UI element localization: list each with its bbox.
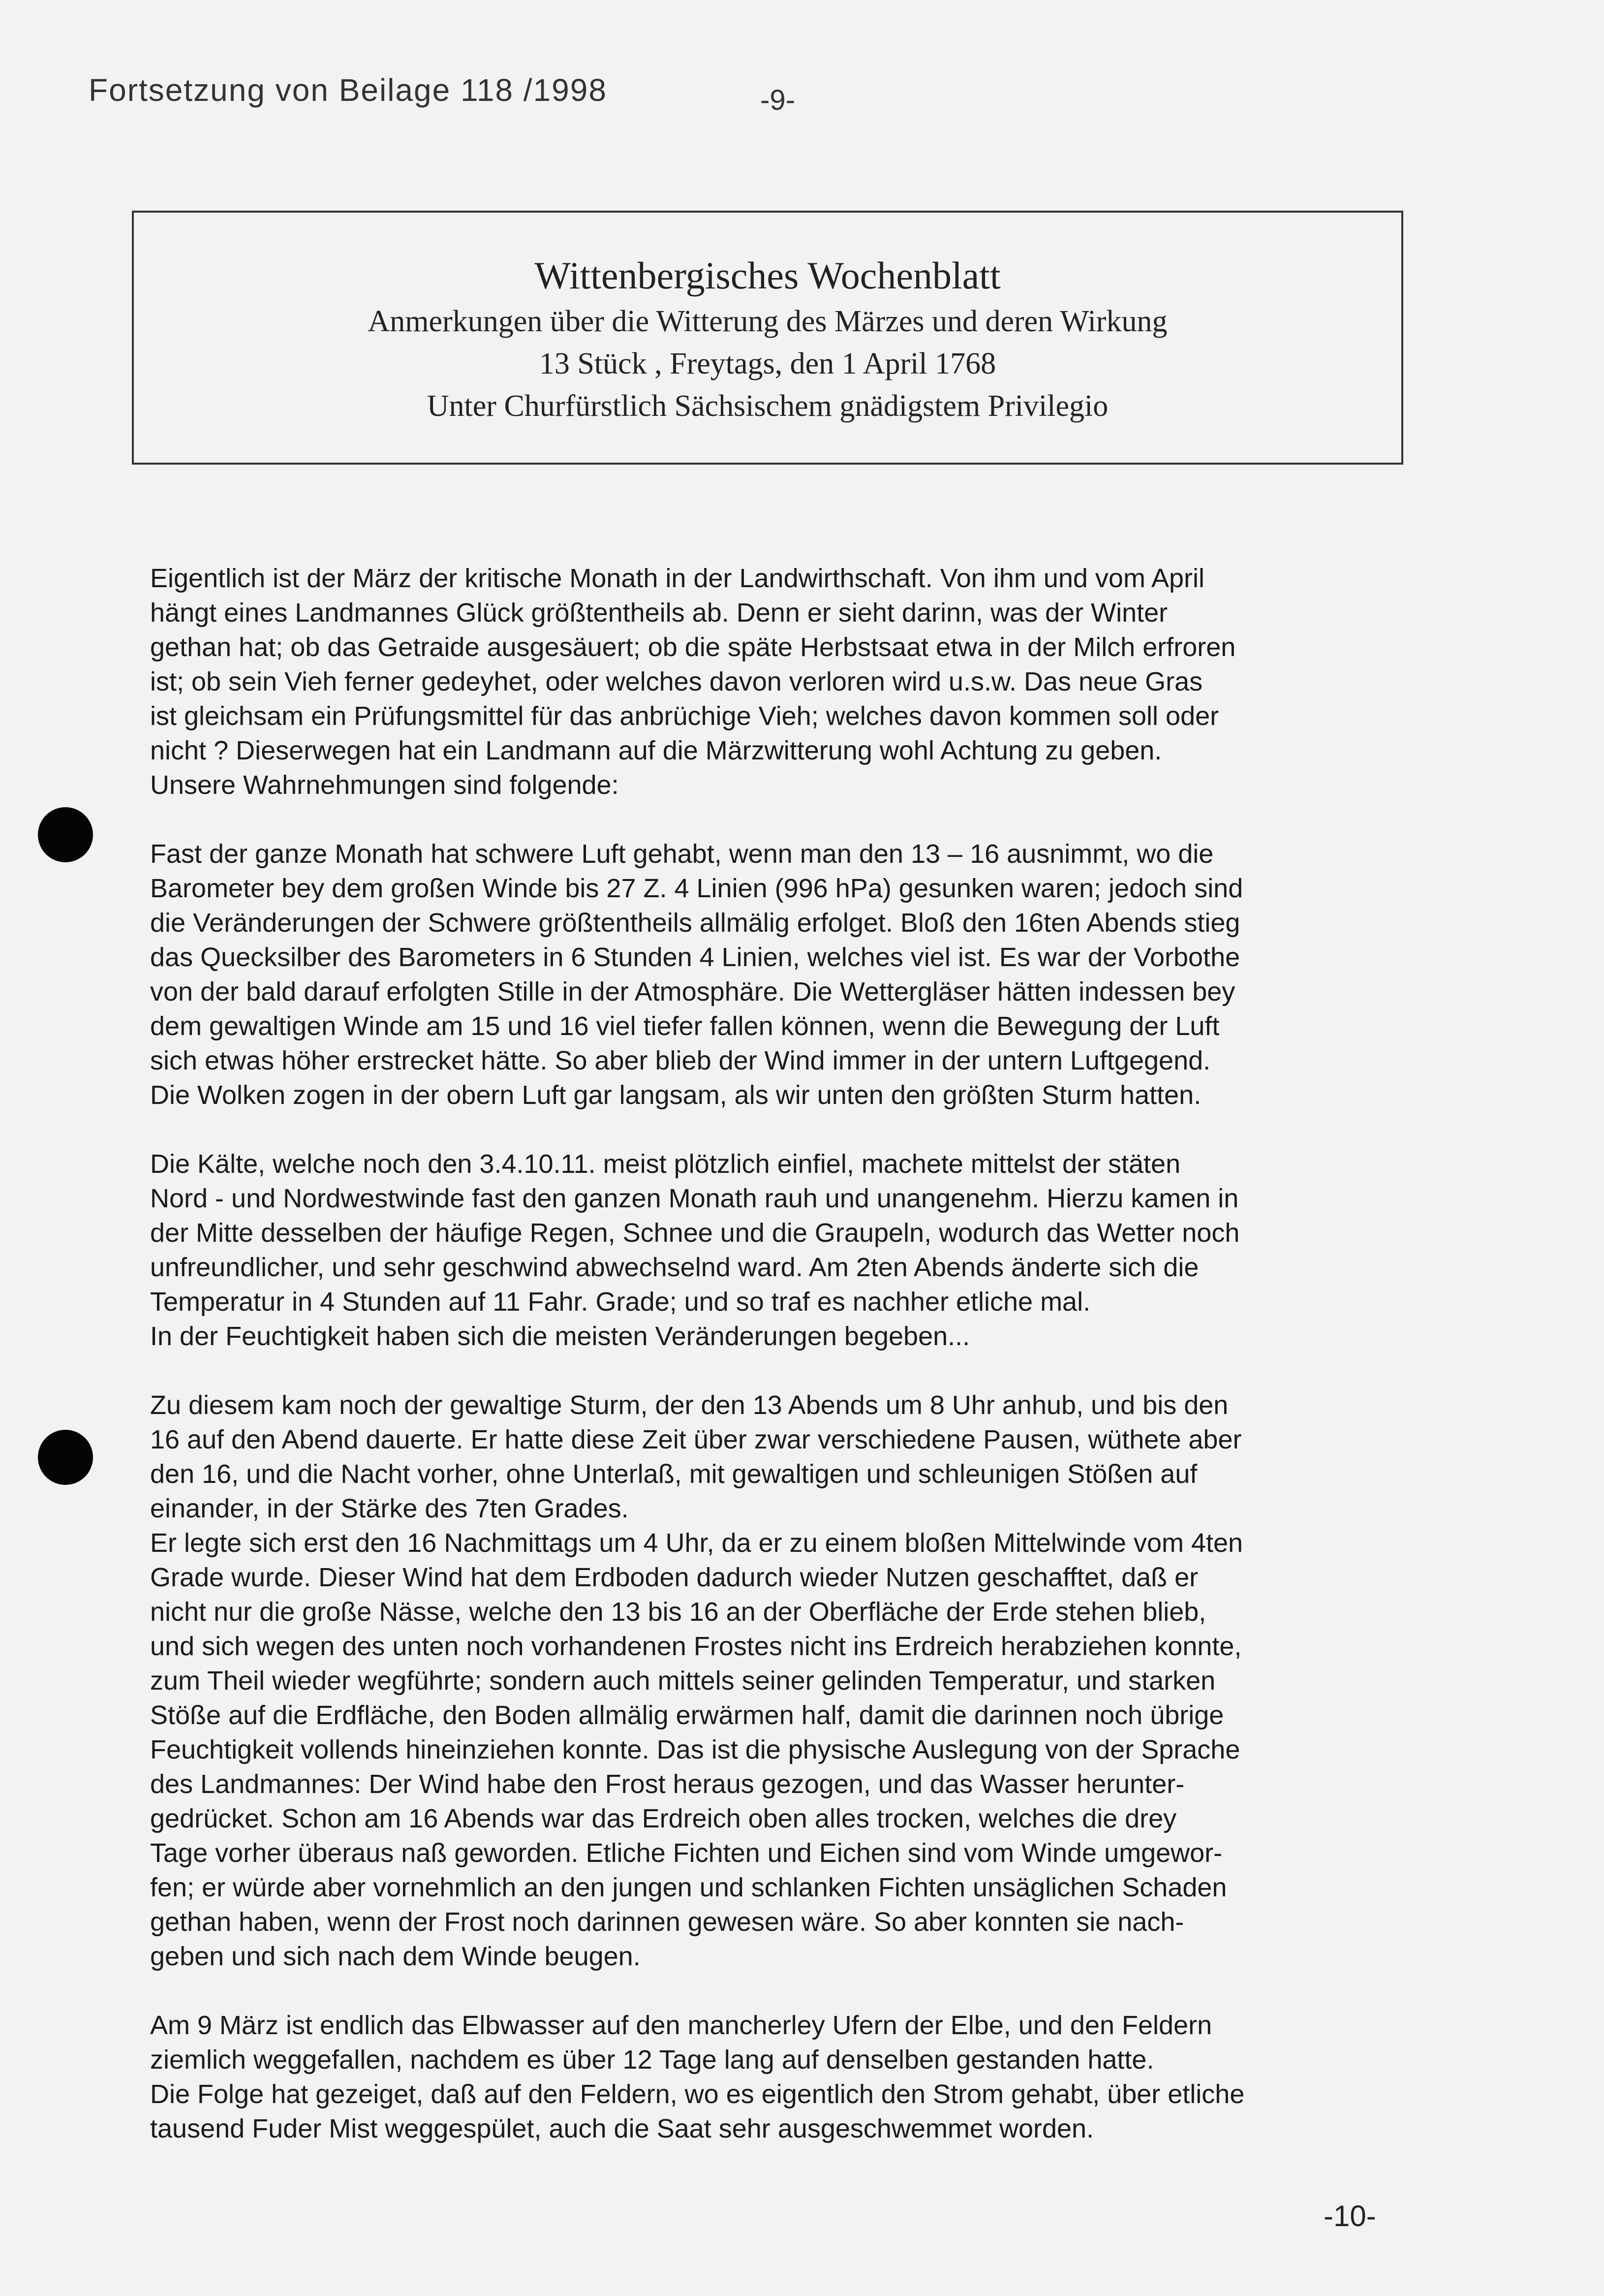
text-line: einander, in der Stärke des 7ten Grades. — [150, 1494, 629, 1523]
paragraph — [150, 837, 1410, 1112]
article-subtitle: Anmerkungen über die Witterung des Märzes und deren Wirkung — [368, 305, 1168, 338]
text-line: Am 9 März ist endlich das Elbwasser auf den mancherley Ufern der Elbe, und den Feldern — [150, 2011, 1212, 2040]
punch-hole — [38, 1430, 93, 1485]
text-line: geben und sich nach dem Winde beugen. — [150, 1942, 641, 1971]
text-line: gethan haben, wenn der Frost noch darinnen gewesen wäre. So aber konnten sie nach- — [150, 1907, 1184, 1937]
text-line: Unsere Wahrnehmungen sind folgende: — [150, 770, 619, 800]
text-line: und sich wegen des unten noch vorhandenen Frostes nicht ins Erdreich herabziehen konnte, — [150, 1632, 1242, 1661]
privilege-line: Unter Churfürstlich Sächsischem gnädigstem Privilegio — [427, 389, 1109, 423]
article-body — [150, 561, 1410, 2146]
next-page-number: -10- — [1324, 2200, 1376, 2233]
text-line: hängt eines Landmannes Glück größtentheils ab. Denn er sieht darinn, was der Winter — [150, 598, 1168, 628]
text-line: Zu diesem kam noch der gewaltige Sturm, der den 13 Abends um 8 Uhr anhub, und bis den — [150, 1390, 1229, 1420]
page-number: -9- — [760, 84, 795, 116]
paragraph — [150, 561, 1410, 802]
text-line: ist; ob sein Vieh ferner gedeyhet, oder welches davon verloren wird u.s.w. Das neue Gras — [150, 667, 1203, 696]
paragraph — [150, 1147, 1410, 1353]
text-line: Grade wurde. Dieser Wind hat dem Erdboden dadurch wieder Nutzen geschafftet, daß er — [150, 1563, 1199, 1592]
text-line: von der bald darauf erfolgten Stille in der Atmosphäre. Die Wettergläser hätten indessen bey — [150, 977, 1235, 1006]
text-line: Barometer bey dem großen Winde bis 27 Z. 4 Linien (996 hPa) gesunken waren; jedoch sind — [150, 874, 1243, 903]
newspaper-title: Wittenbergisches Wochenblatt — [534, 254, 1001, 297]
text-line: gethan hat; ob das Getraide ausgesäuert; ob die späte Herbstsaat etwa in der Milch erfroren — [150, 632, 1236, 662]
text-line: unfreundlicher, und sehr geschwind abwechselnd ward. Am 2ten Abends änderte sich die — [150, 1253, 1199, 1282]
text-line: ziemlich weggefallen, nachdem es über 12 Tage lang auf denselben gestanden hatte. — [150, 2045, 1154, 2075]
text-line: In der Feuchtigkeit haben sich die meisten Veränderungen begeben... — [150, 1321, 970, 1351]
title-box — [132, 211, 1403, 465]
text-line: Die Wolken zogen in der obern Luft gar langsam, als wir unten den größten Sturm hatten. — [150, 1080, 1202, 1110]
text-line: 16 auf den Abend dauerte. Er hatte diese Zeit über zwar verschiedene Pausen, wüthete aber — [150, 1425, 1242, 1454]
text-line: Fast der ganze Monath hat schwere Luft gehabt, wenn man den 13 – 16 ausnimmt, wo die — [150, 839, 1214, 869]
text-line: der Mitte desselben der häufige Regen, Schnee und die Graupeln, wodurch das Wetter noch — [150, 1218, 1240, 1248]
text-line: gedrücket. Schon am 16 Abends war das Erdreich oben alles trocken, welches die drey — [150, 1804, 1177, 1833]
continuation-note: Fortsetzung von Beilage 118 /1998 — [89, 72, 607, 108]
text-line: ist gleichsam ein Prüfungsmittel für das anbrüchige Vieh; welches davon kommen soll oder — [150, 701, 1219, 731]
text-line: Feuchtigkeit vollends hineinziehen konnte. Das ist die physische Auslegung von der Sprache — [150, 1735, 1240, 1764]
text-line: fen; er würde aber vornehmlich an den jungen und schlanken Fichten unsäglichen Schaden — [150, 1873, 1227, 1902]
text-line: Die Kälte, welche noch den 3.4.10.11. meist plötzlich einfiel, machete mittelst der stäten — [150, 1149, 1181, 1179]
text-line: nicht ? Dieserwegen hat ein Landmann auf die Märzwitterung wohl Achtung zu geben. — [150, 736, 1162, 765]
text-line: das Quecksilber des Barometers in 6 Stunden 4 Linien, welches viel ist. Es war der Vorbothe — [150, 943, 1240, 972]
text-line: des Landmannes: Der Wind habe den Frost heraus gezogen, und das Wasser herunter- — [150, 1769, 1185, 1799]
paragraph — [150, 2008, 1410, 2146]
text-line: die Veränderungen der Schwere größtentheils allmälig erfolget. Bloß den 16ten Abends stieg — [150, 908, 1240, 938]
text-line: den 16, und die Nacht vorher, ohne Unterlaß, mit gewaltigen und schleunigen Stößen auf — [150, 1459, 1198, 1489]
text-line: Temperatur in 4 Stunden auf 11 Fahr. Grade; und so traf es nachher etliche mal. — [150, 1287, 1091, 1317]
text-line: Tage vorher überaus naß geworden. Etliche Fichten und Eichen sind vom Winde umgewor- — [150, 1838, 1223, 1868]
paragraph — [150, 1388, 1410, 1974]
text-line: tausend Fuder Mist weggespület, auch die Saat sehr ausgeschwemmet worden. — [150, 2114, 1094, 2143]
text-line: dem gewaltigen Winde am 15 und 16 viel tiefer fallen können, wenn die Bewegung der Luft — [150, 1011, 1220, 1041]
text-line: zum Theil wieder wegführte; sondern auch mittels seiner gelinden Temperatur, und starken — [150, 1666, 1216, 1696]
text-line: Stöße auf die Erdfläche, den Boden allmälig erwärmen half, damit die darinnen noch übrige — [150, 1700, 1224, 1730]
text-line: sich etwas höher erstrecket hätte. So aber blieb der Wind immer in der untern Luftgegend. — [150, 1046, 1211, 1075]
punch-hole — [38, 807, 93, 862]
text-line: Eigentlich ist der März der kritische Monath in der Landwirthschaft. Von ihm und vom April — [150, 564, 1204, 593]
text-line: Nord - und Nordwestwinde fast den ganzen Monath rauh und unangenehm. Hierzu kamen in — [150, 1184, 1239, 1213]
issue-line: 13 Stück , Freytags, den 1 April 1768 — [539, 347, 996, 380]
text-line: nicht nur die große Nässe, welche den 13 bis 16 an der Oberfläche der Erde stehen blieb, — [150, 1597, 1206, 1627]
text-line: Die Folge hat gezeiget, daß auf den Feldern, wo es eigentlich den Strom gehabt, über etliche — [150, 2079, 1245, 2109]
text-line: Er legte sich erst den 16 Nachmittags um 4 Uhr, da er zu einem bloßen Mittelwinde vom 4ten — [150, 1528, 1243, 1558]
